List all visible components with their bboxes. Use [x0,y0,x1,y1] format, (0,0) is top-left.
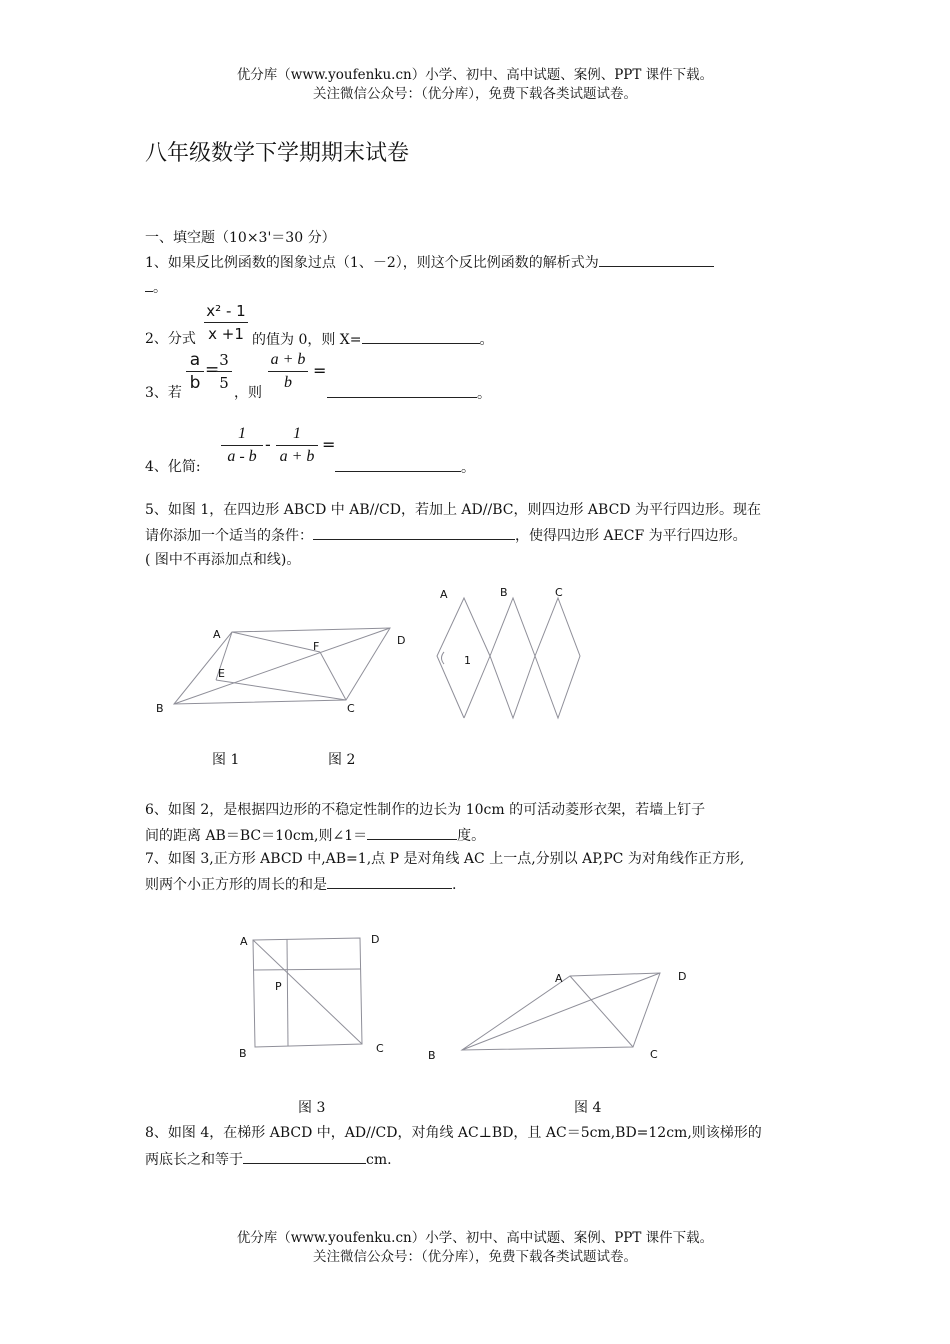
figure-4-trapezoid [420,960,710,1065]
fraction-x2-minus-1 [204,301,248,344]
fraction-bar [216,371,232,372]
question-1-end: 。 [153,280,167,296]
question-7-line-2 [145,872,456,897]
figure-2-caption: 图 2 [328,752,356,768]
horizontal-through-p [253,969,361,970]
section-heading: 一、填空题（10×3'＝30 分） [145,230,336,246]
fraction-denominator: x +1 [208,325,244,343]
question-8-line-2 [145,1147,392,1172]
question-8-end: cm. [366,1152,392,1168]
segment-ec [216,680,346,700]
label-f: F [313,640,320,653]
label-e: E [218,667,225,680]
page-title: 八年级数学下学期期末试卷 [145,141,410,166]
fraction-bar [276,445,318,446]
diagonal-ac [253,940,362,1044]
fraction-numerator: a [189,350,201,370]
label-c: C [555,586,563,599]
question-6-end: 度。 [457,828,486,844]
label-b: B [428,1049,436,1062]
label-d: D [678,970,687,983]
fraction-numerator: 3 [219,351,229,369]
question-5-line-3: ( 图中不再添加点和线)。 [145,552,301,568]
fraction-bar [268,371,308,372]
segment-af [232,632,320,652]
question-3-end: 。 [477,386,491,402]
answer-blank-8[interactable] [243,1147,366,1164]
vertical-through-p [287,939,288,1046]
question-2 [252,327,494,352]
diagonal-bd [174,628,390,704]
label-b: B [156,702,164,715]
question-2-end: 。 [479,332,494,348]
fraction-3-over-5 [216,350,232,393]
fraction-bar [204,322,248,323]
figure-3-square [235,928,395,1063]
question-7-text: 则两个小正方形的周长的和是 [145,877,327,893]
minus-sign: - [265,435,271,454]
fraction-denominator: b [284,374,292,391]
segment-fc [320,652,346,700]
answer-blank-4[interactable] [335,455,461,472]
question-5-text: 请你添加一个适当的条件： [145,528,313,544]
question-3-answer [327,381,491,406]
footer-line-1: 优分库（www.youfenku.cn）小学、初中、高中试题、案例、PPT 课件下载。 [236,1230,714,1246]
fraction-numerator: 1 [238,425,246,442]
label-c: C [650,1048,658,1061]
question-6-line-2 [145,823,485,848]
question-1 [145,250,714,275]
figure-4-caption: 图 4 [574,1100,602,1116]
question-5-text-2: ，使得四边形 AECF 为平行四边形。 [515,528,747,544]
rhombus-chain [437,598,580,718]
label-a: A [555,972,563,985]
fraction-numerator: x² - 1 [206,302,246,320]
question-1-tail [145,275,167,300]
answer-blank-1[interactable] [599,250,714,267]
label-c: C [376,1042,384,1055]
label-b: B [239,1047,247,1060]
header-line-1: 优分库（www.youfenku.cn）小学、初中、高中试题、案例、PPT 课件下载。 [236,67,714,83]
answer-blank-3[interactable] [327,381,477,398]
label-d: D [371,933,380,946]
footer-line-2: 关注微信公众号：（优分库），免费下载各类试题试卷。 [313,1249,637,1265]
question-3-prefix: 3、若 [145,385,182,401]
fraction-denominator: a - b [227,448,257,465]
label-a: A [213,628,221,641]
label-a: A [240,935,248,948]
fraction-numerator: 1 [293,425,301,442]
question-6-text: 间的距离 AB＝BC＝10cm,则∠1＝ [145,828,368,844]
fraction-denominator: a + b [279,448,315,465]
fraction-numerator: a + b [270,351,306,368]
answer-blank-5[interactable] [313,523,515,540]
question-7-end: . [452,877,457,893]
equals-sign: = [205,360,220,380]
fraction-bar [221,445,263,446]
fraction-denominator: 5 [219,374,229,392]
question-4-prefix: 4、化简: [145,459,201,475]
fraction-a-over-b [186,350,204,393]
figure-2-rhombus-rack [430,580,600,725]
fraction-1-over-a-minus-b [221,424,263,467]
question-4-end: 。 [461,460,475,476]
equals-sign-3: = [322,435,336,454]
figure-3-caption: 图 3 [298,1100,326,1116]
answer-blank-2[interactable] [362,327,480,344]
fraction-bar [186,371,204,372]
question-5-line-2 [145,523,747,548]
label-c: C [347,702,355,715]
fraction-denominator: b [189,373,201,393]
answer-blank-7[interactable] [327,872,452,889]
figure-1-parallelogram [150,620,420,720]
question-4-answer [335,455,475,480]
label-a: A [440,588,448,601]
label-angle-1: 1 [464,654,471,667]
question-2-text: 的值为 0，则 X= [252,332,362,348]
question-8-line-1: 8、如图 4，在梯形 ABCD 中，AD//CD，对角线 AC⊥BD，且 AC＝5cm,BD=12cm,则该梯形的 [145,1125,762,1141]
figure-1-caption: 图 1 [212,752,240,768]
question-2-prefix: 2、分式 [145,331,196,347]
question-3-mid: ，则 [234,385,262,401]
question-8-text: 两底长之和等于 [145,1152,243,1168]
label-p: P [275,980,282,993]
answer-blank-1-cont[interactable] [145,275,153,292]
label-d: D [397,634,406,647]
angle-1-arc [442,652,445,664]
header-line-2: 关注微信公众号：（优分库），免费下载各类试题试卷。 [313,86,637,102]
equals-sign-2: = [313,361,327,380]
question-1-text: 1、如果反比例函数的图象过点（1、－2），则这个反比例函数的解析式为 [145,255,599,271]
question-7-line-1: 7、如图 3,正方形 ABCD 中,AB=1,点 P 是对角线 AC 上一点,分别以 AP,PC 为对角线作正方形, [145,851,745,867]
fraction-a-plus-b-over-b [268,350,308,393]
fraction-1-over-a-plus-b [276,424,318,467]
label-b: B [500,586,508,599]
question-6-line-1: 6、如图 2，是根据四边形的不稳定性制作的边长为 10cm 的可活动菱形衣架，若墙上钉子 [145,802,706,818]
answer-blank-6[interactable] [367,823,457,840]
question-5-line-1: 5、如图 1，在四边形 ABCD 中 AB//CD，若加上 AD//BC，则四边形 ABCD 为平行四边形。现在 [145,502,761,518]
